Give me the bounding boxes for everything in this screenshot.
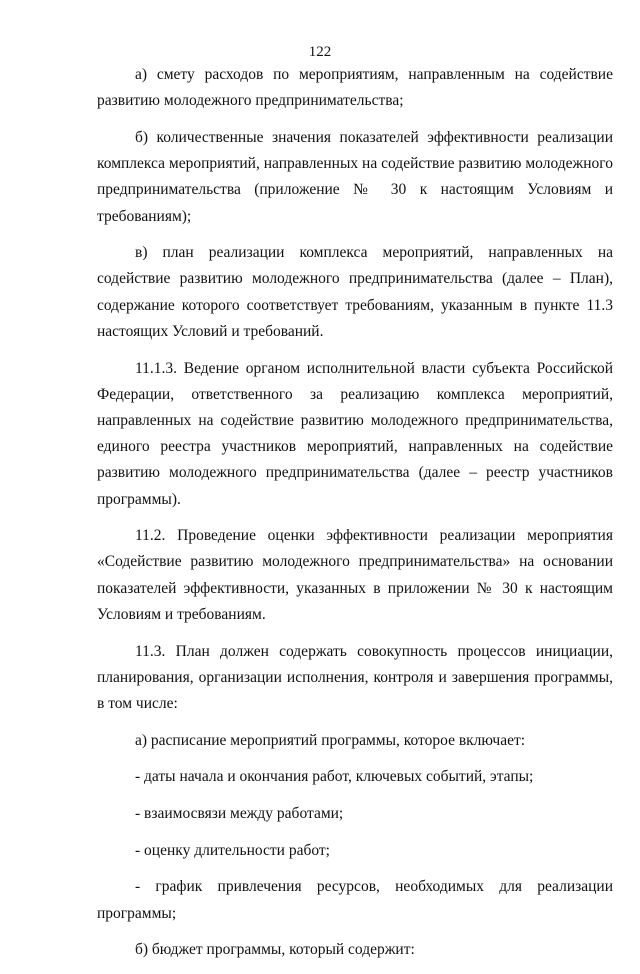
paragraph-plan: в) план реализации комплекса мероприятий, направленных на содействие развитию молодежного предпринимательства (далее – План), содержание которого соответствует требованиям, указанным в пункте 11.3 настоящих Условий и требований. — [97, 244, 613, 340]
paragraph-schedule: а) расписание мероприятий программы, которое включает: — [135, 731, 526, 749]
paragraph-indicators: б) количественные значения показателей эффективности реализации комплекса мероприятий, направленных на содействие развитию молодежного предпринимательства (приложение № 30 к настоящим Условиям и требованиям); — [97, 128, 613, 225]
page-number: 122 — [308, 44, 332, 60]
paragraph-11-1-3: 11.1.3. Ведение органом исполнительной власти субъекта Российской Федерации, ответственного за реализацию комплекса мероприятий, направленных на содействие развитию молодежного предпринимательства, единого реестра участников мероприятий, направленных на содействие развитию молодежного предпринимательства (далее – реестр участников программы). — [97, 359, 613, 508]
list-item-resources: - график привлечения ресурсов, необходимых для реализации программы; — [97, 878, 613, 922]
list-item-dates: - даты начала и окончания работ, ключевых событий, этапы; — [135, 768, 534, 786]
paragraph-11-3: 11.3. План должен содержать совокупность процессов инициации, планирования, организации исполнения, контроля и завершения программы, в том числе: — [97, 642, 613, 712]
paragraph-estimate: а) смету расходов по мероприятиям, направленным на содействие развитию молодежного предпринимательства; — [97, 66, 613, 110]
list-item-relations: - взаимосвязи между работами; — [135, 805, 344, 823]
paragraph-budget: б) бюджет программы, который содержит: — [135, 941, 415, 959]
paragraph-11-2: 11.2. Проведение оценки эффективности реализации мероприятия «Содействие развитию молодежного предпринимательства» на основании показателей эффективности, указанных в приложении № 30 к настоящим Условиям и требованиям. — [97, 527, 613, 623]
document-body — [97, 62, 613, 974]
list-item-duration: - оценку длительности работ; — [135, 841, 330, 859]
